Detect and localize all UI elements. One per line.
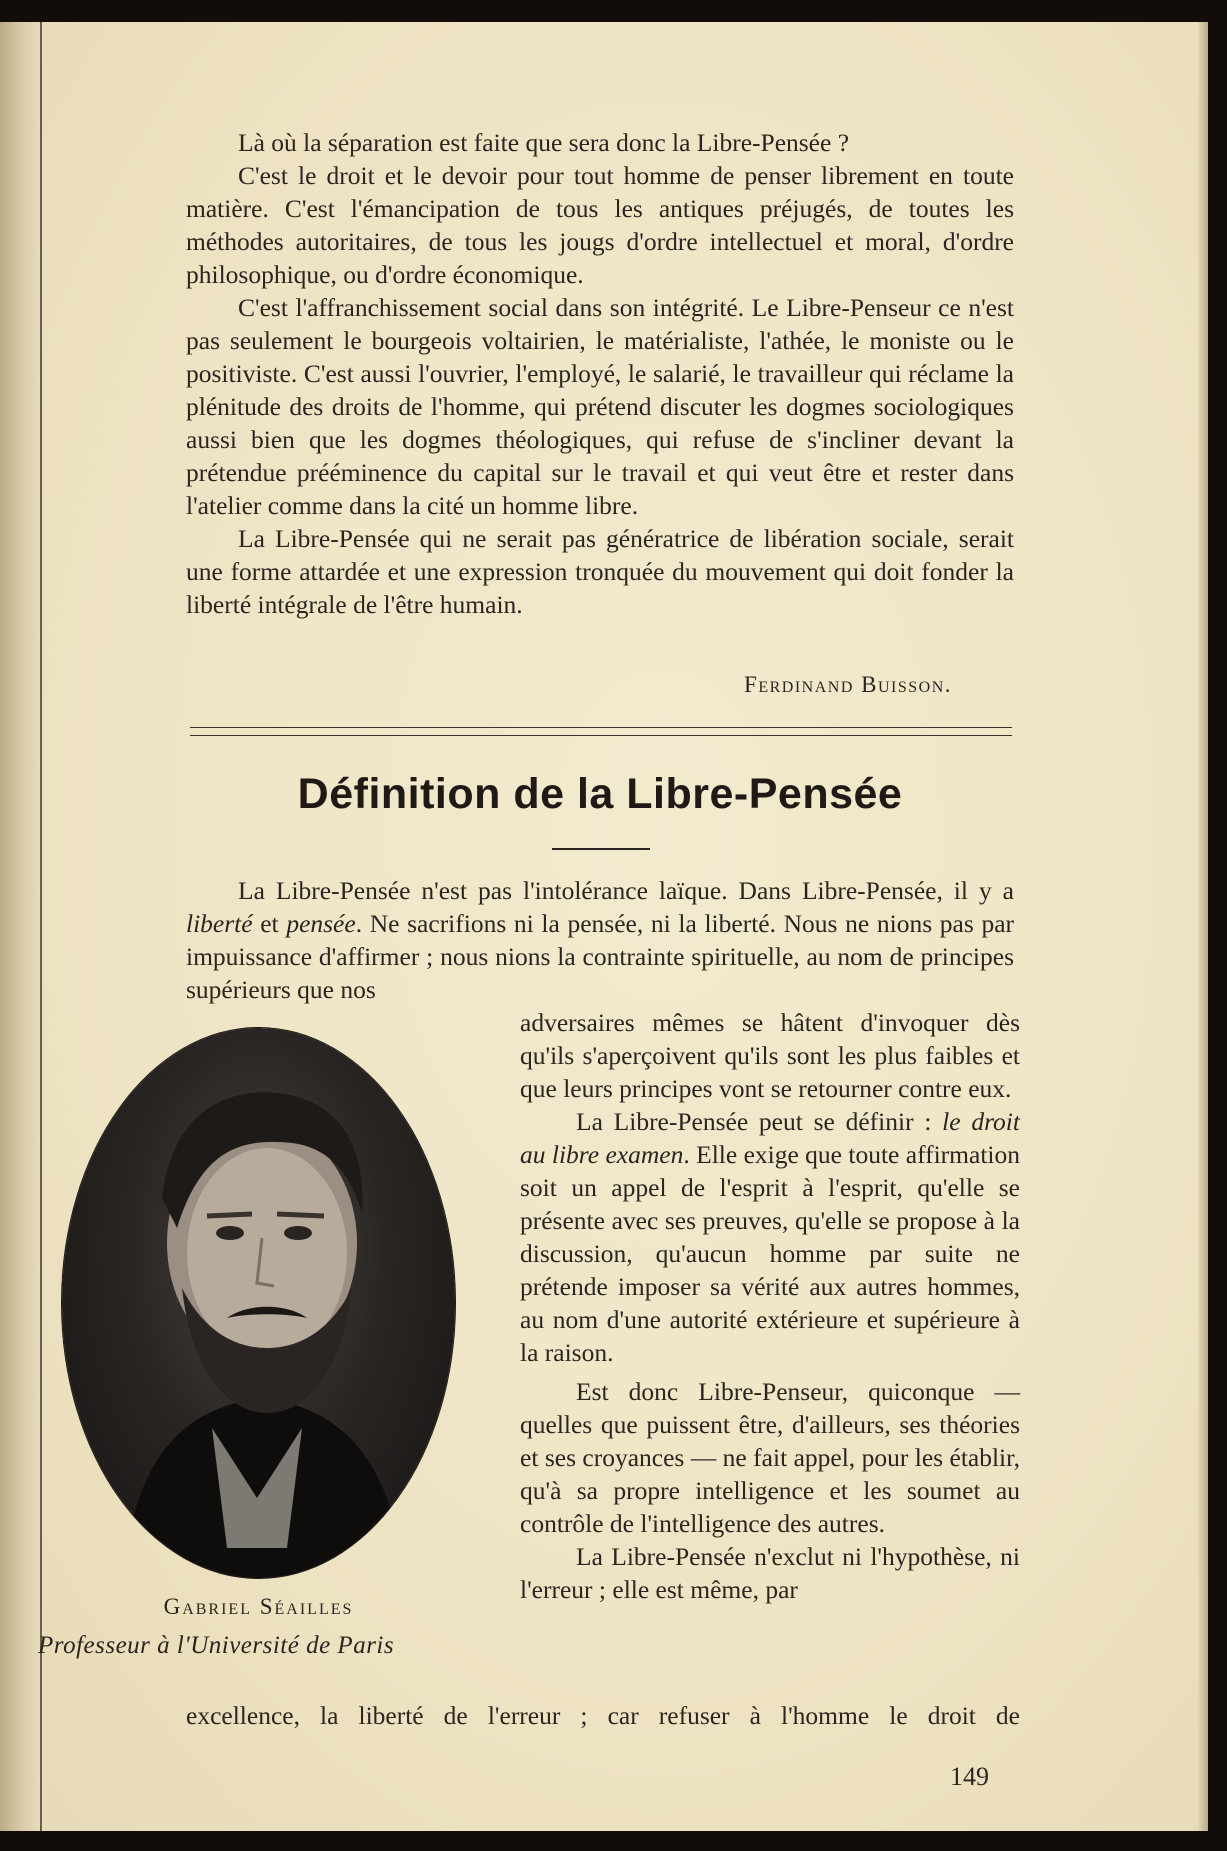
- section-divider-top: [190, 727, 1012, 728]
- definition-text-2: . Elle exige que toute affirmation soit un appel de l'esprit à l'esprit, qu'elle se présente avec ses preuves, qu'elle se propose à la discussion, qu'aucun homme par suite ne prétende imposer sa vérité aux autres hommes, au nom d'une autorité extérieure et supérieure à la raison.: [520, 1140, 1020, 1367]
- book-spine-shadow: [0, 22, 44, 1831]
- top-paragraph-3: C'est l'affranchissement social dans son intégrité. Le Libre-Penseur ce n'est pas seulement le bourgeois voltairien, le matérialiste, l'athée, le moniste ou le positiviste. C'est aussi l'ouvrier, l'employé, le salarié, le travailleur qui réclame la plénitude des droits de l'homme, qui prétend discuter les dogmes sociologiques aussi bien que les dogmes théologiques, qui refuse de s'incliner devant la prétendue prééminence du capital sur le travail et qui veut être et rester dans l'atelier comme dans la cité un homme libre.: [186, 293, 1014, 520]
- portrait-illustration: [62, 1028, 455, 1578]
- intro-paragraph: [186, 874, 1014, 1006]
- column-paragraph-libre-penseur: Est donc Libre-Penseur, quiconque — quelles que puissent être, d'ailleurs, ses théories et ses croyances — ne fait appel, pour les établir, qu'à sa propre intelligence et les soumet au contrôle de l'intelligence des autres.: [520, 1377, 1020, 1538]
- page-right-edge: [1198, 22, 1208, 1831]
- definition-text-1: La Libre-Pensée peut se définir :: [576, 1107, 943, 1136]
- page-number: 149: [950, 1762, 989, 1791]
- article-final-line: excellence, la liberté de l'erreur ; car refuser à l'homme le droit de: [186, 1701, 1020, 1730]
- intro-text-2: et: [252, 909, 287, 938]
- intro-text-1: La Libre-Pensée n'est pas l'intolérance laïque. Dans Libre-Pensée, il y a: [238, 876, 1014, 905]
- section-divider-bottom: [190, 735, 1012, 736]
- article-intro: [186, 874, 1014, 1006]
- top-paragraph-4: La Libre-Pensée qui ne serait pas génératrice de libération sociale, serait une forme attardée et une expression tronquée du mouvement qui doit fonder la liberté intégrale de l'être humain.: [186, 524, 1014, 619]
- column-continuation: adversaires mêmes se hâtent d'invoquer dès qu'ils s'aperçoivent qu'ils sont les plus faibles et que leurs principes vont se retourner contre eux.: [520, 1008, 1020, 1103]
- book-page: [0, 22, 1208, 1831]
- author-signature: Ferdinand Buisson.: [744, 672, 952, 697]
- column-paragraph-hypothese: La Libre-Pensée n'exclut ni l'hypothèse, ni l'erreur ; elle est même, par: [520, 1542, 1020, 1604]
- intro-emphasis-pensee: pensée: [286, 909, 356, 938]
- column-paragraph-definition: [520, 1105, 1020, 1369]
- top-paragraph-2: C'est le droit et le devoir pour tout homme de penser librement en toute matière. C'est l'émancipation de tous les antiques préjugés, de toutes les méthodes autoritaires, de tous les jougs d'ordre intellectuel et moral, d'ordre philosophique, ou d'ordre économique.: [186, 161, 1014, 289]
- portrait-caption-role: Professeur à l'Université de Paris: [38, 1632, 395, 1659]
- portrait-photo: [62, 1028, 455, 1578]
- spine-fold-line: [40, 22, 42, 1831]
- top-section-text: [186, 126, 1014, 621]
- top-paragraph-1: Là où la séparation est faite que sera donc la Libre-Pensée ?: [238, 128, 850, 157]
- intro-text-3: . Ne sacrifions ni la pensée, ni la liberté. Nous ne nions pas par impuissance d'affirmer ; nous nions la contrainte spirituelle, au nom de principes supérieurs que nos: [186, 909, 1014, 1004]
- portrait-caption-name: Gabriel Séailles: [163, 1594, 354, 1619]
- title-underline-rule: [552, 848, 650, 850]
- definition-emphasis: le droit au libre examen: [520, 1107, 1020, 1169]
- article-column-text: [520, 1006, 1020, 1606]
- intro-emphasis-liberte: liberté: [186, 909, 253, 938]
- article-title: Définition de la Libre-Pensée: [297, 770, 903, 818]
